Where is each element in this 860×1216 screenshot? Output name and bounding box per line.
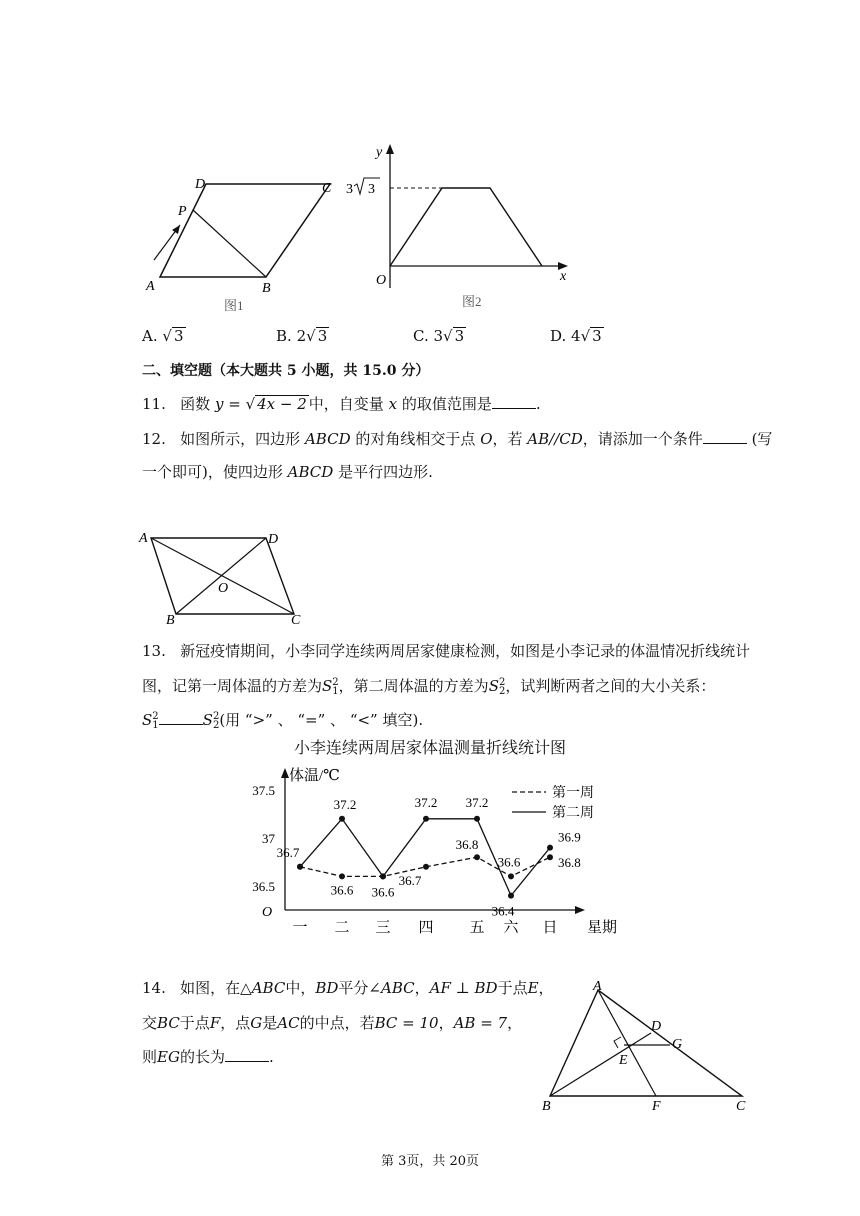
chart-x-arrow-icon (575, 906, 585, 914)
label-b: B (262, 281, 271, 296)
chart-y-tick-label: 36.5 (252, 879, 275, 894)
label-p: P (178, 204, 187, 219)
chart-x-tick-label: 二 (334, 920, 350, 936)
chart-data-point (339, 873, 345, 879)
label-f: F (652, 1099, 661, 1114)
question-12-line-2: 一个即可)，使四边形 ABCD 是平行四边形. (142, 463, 433, 481)
chart-data-point (508, 873, 514, 879)
chart-data-point (339, 816, 345, 822)
answer-blank[interactable] (225, 1047, 269, 1062)
chart-data-label: 36.8 (455, 837, 479, 853)
question-13-line-3: S2 1 S2 2(用 “>” 、 “=” 、 “<” 填空). (142, 711, 424, 731)
fig1-caption: 图1 (224, 298, 244, 313)
label-b: B (542, 1099, 551, 1114)
label-c: C (736, 1099, 746, 1114)
ymark-radical-sign (354, 178, 380, 194)
y-axis-arrow-icon (386, 144, 394, 154)
label-a: A (146, 279, 155, 294)
chart-y-tick-label: 37 (262, 831, 275, 846)
option-a: A. √ 3 (142, 327, 184, 345)
chart-data-label: 36.4 (491, 903, 515, 919)
legend-label: 第一周 (552, 786, 594, 801)
label-a: A (593, 979, 602, 994)
label-d: D (268, 532, 279, 547)
label-b: B (166, 613, 175, 626)
chart-data-point (474, 854, 480, 860)
question-11: 11. 函数 y = √ 4x − 2 中，自变量 x 的取值范围是 . (142, 395, 541, 413)
chart-data-point (547, 845, 553, 851)
label-y: y (376, 145, 383, 160)
question-14-line-1: 14. 如图，在△ABC中，BD平分∠ABC，AF ⊥ BD于点E， (142, 979, 554, 997)
legend-label: 第二周 (552, 806, 594, 821)
chart-x-tick-label: 四 (418, 920, 434, 936)
question-14-line-3: 则EG的长为 . (142, 1048, 274, 1066)
chart-y-tick-label: 37.5 (252, 783, 275, 798)
chart-x-tick-label: 日 (542, 920, 558, 936)
chart-data-point (423, 816, 429, 822)
fig2-caption: 图2 (462, 294, 482, 309)
segment-pb (193, 210, 266, 277)
chart-x-tick-label: 三 (375, 920, 391, 936)
option-d: D. 4√ 3 (550, 327, 602, 345)
chart-data-label: 36.9 (558, 829, 581, 845)
chart-data-point (380, 873, 386, 879)
question-12-line-1: 12. 如图所示，四边形 ABCD 的对角线相交于点 O，若 AB//CD，请添加一个条件 (写 (142, 430, 773, 448)
chart-x-tick-label: 五 (469, 920, 485, 936)
chart-data-label: 36.8 (558, 855, 581, 871)
segment-af (598, 990, 656, 1096)
label-origin: O (376, 273, 387, 288)
option-c: C. 3√ 3 (413, 327, 465, 345)
function-graph (390, 188, 542, 266)
figure-2 (342, 140, 582, 315)
label-d: D (195, 177, 206, 192)
label-x: x (560, 269, 567, 284)
temperature-line-chart (240, 760, 640, 940)
ymark-coef: 3 (346, 182, 353, 197)
answer-blank[interactable] (159, 710, 203, 725)
label-e: E (619, 1053, 628, 1068)
label-d: D (651, 1019, 662, 1034)
triangle-abc (550, 990, 742, 1096)
chart-y-arrow-icon (281, 768, 289, 778)
chart-data-label: 37.2 (333, 796, 357, 812)
chart-data-point (547, 854, 553, 860)
label-g: G (672, 1037, 683, 1052)
diagonal-bd (176, 538, 266, 614)
question-14-line-2: 交BC于点F，点G是AC的中点，若BC = 10，AB = 7， (142, 1014, 523, 1032)
label-a: A (139, 531, 148, 546)
chart-data-label: 36.6 (330, 882, 354, 898)
figure-q12 (136, 526, 311, 626)
chart-data-point (508, 893, 514, 899)
section-heading: 二、填空题（本大题共 5 小题，共 15.0 分） (142, 363, 430, 379)
arrow-head-icon (172, 225, 180, 234)
label-c: C (291, 613, 301, 626)
chart-x-label: 星期 (587, 920, 618, 936)
chart-data-point (297, 864, 303, 870)
parallelogram-abcd (160, 184, 330, 277)
chart-data-point (474, 816, 480, 822)
chart-data-label: 36.7 (276, 844, 300, 860)
segment-bd (550, 1033, 651, 1096)
right-angle-mark (614, 1037, 621, 1048)
chart-x-tick-label: 一 (292, 920, 308, 936)
answer-blank[interactable] (492, 394, 536, 409)
page-footer: 第 3页，共 20页 (380, 1154, 480, 1169)
question-13-line-1: 13. 新冠疫情期间，小李同学连续两周居家健康检测，如图是小李记录的体温情况折线统计 (142, 642, 751, 660)
label-c: C (322, 181, 332, 196)
chart-data-label: 36.6 (371, 884, 395, 900)
chart-data-label: 37.2 (414, 794, 438, 810)
chart-data-label: 37.2 (465, 794, 489, 810)
chart-data-point (423, 864, 429, 870)
chart-data-label: 36.7 (398, 872, 422, 888)
chart-origin-label: O (262, 905, 273, 920)
chart-data-label: 36.6 (497, 854, 521, 870)
chart-y-label: 体温/℃ (289, 768, 340, 784)
question-13-line-2: 图，记第一周体温的方差为S2 1，第二周体温的方差为S2 2，试判断两者之间的大小关系： (142, 677, 716, 697)
label-o: O (218, 581, 229, 596)
ymark-radicand: 3 (368, 182, 375, 197)
figure-1 (140, 170, 350, 320)
option-b: B. 2√ 3 (276, 327, 328, 345)
chart-x-tick-label: 六 (503, 920, 519, 936)
chart-title: 小李连续两周居家体温测量折线统计图 (293, 738, 566, 757)
answer-blank[interactable] (703, 429, 747, 444)
figure-q14 (536, 978, 756, 1118)
